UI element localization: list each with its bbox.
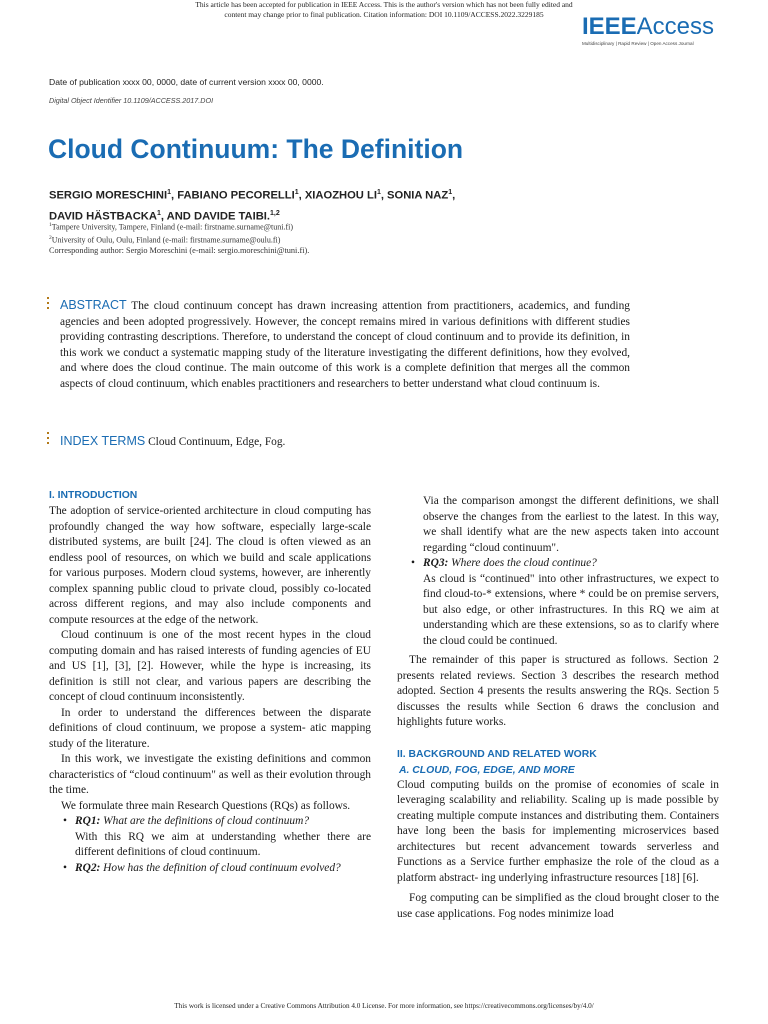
abstract-heading: ABSTRACT (60, 298, 127, 312)
author: , SONIA NAZ (380, 189, 449, 202)
index-terms (60, 434, 285, 450)
license-footer: This work is licensed under a Creative Commons Attribution 4.0 License. For more information, see https://creativecommons.org/licenses/by/4.0/ (174, 1002, 594, 1010)
logo-bold-text: IEEE (581, 13, 637, 40)
paragraph: In this work, we investigate the existing definitions and common characteristics of “cloud continuum" as well as their evolution through the time. (49, 753, 371, 796)
logo-tagline: Multidisciplinary | Rapid Review | Open Access Journal (581, 41, 694, 46)
rq-question: How has the definition of cloud continuum evolved? (100, 861, 341, 874)
research-question-1 (49, 814, 371, 830)
author-sup: 1 (376, 189, 381, 196)
paragraph: Cloud continuum is one of the most recent hypes in the cloud computing domain and has raised interests of funding agencies of EU and US [1], [3], [2]. However, while the hype is increasing, its definition is still not clear, and various papers are describing the concept of cloud continuum inconsistently. (49, 629, 371, 703)
author: , FABIANO PECORELLI (171, 189, 295, 202)
author-sup: 1 (294, 189, 299, 196)
rq-question: Where does the cloud continue? (448, 557, 597, 569)
author-separator: , (452, 189, 456, 202)
affiliation-text: Tampere University, Tampere, Finland (e-mail: firstname.surname@tuni.fi) (51, 222, 294, 232)
index-terms-text: Cloud Continuum, Edge, Fog. (148, 436, 286, 448)
author-sup: 1 (167, 189, 172, 196)
index-marker-icon (47, 432, 53, 447)
paragraph: Fog computing can be simplified as the cloud brought closer to the use case applications. Fog nodes minimize load (397, 892, 719, 920)
author-sup: 1 (156, 209, 161, 217)
affiliation-2 (49, 233, 293, 246)
abstract-marker-icon (47, 297, 53, 312)
paragraph: The remainder of this paper is structured as follows. Section 2 presents related reviews. Section 3 describes the research method adopted. Section 4 presents the results answering the RQs. Section 5 discusses the results while Section 6 draws the conclusion and highlights future works. (397, 654, 719, 728)
author: DAVID HÄSTBACKA (49, 210, 157, 223)
abstract-block (60, 298, 630, 393)
affiliation-text: University of Oulu, Oulu, Finland (e-mail: firstname.surname@oulu.fi) (51, 235, 281, 245)
affiliation-sup: 2 (49, 234, 52, 241)
author-sup: 1 (448, 189, 453, 196)
author: , AND DAVIDE TAIBI. (160, 210, 271, 223)
bullet-icon: • (411, 557, 415, 569)
paragraph: We formulate three main Research Questions (RQs) as follows. (61, 799, 351, 812)
author-sup: 1,2 (270, 209, 280, 217)
rq-description: As cloud is “continued" into other infrastructures, we expect to find cloud-to-* extensions, where * could be on premise servers, but also edge, or other infrastructures. In this RQ we aim at understanding which are these extensions, so as to clarify where the cloud could be continued. (423, 572, 719, 647)
affiliations (49, 220, 293, 245)
research-question-2 (49, 861, 371, 877)
abstract-text: The cloud continuum concept has drawn increasing attention from practitioners, academics, and funding agencies and been adopted progressively. However, the concept remains mired in various definitions with different studies providing contrasting descriptions. Therefore, to understand the concept of cloud continuum and to provide its definition, in this work we conduct a systematic mapping study of the literature investigating the different definitions, how they evolved, and where does the cloud continue. The main outcome of this work is a complete definition that merges all the common aspects of cloud continuum, which enables practitioners and researchers to better understand what cloud continuum is. (60, 300, 630, 390)
right-column (397, 494, 719, 922)
subsection-heading: A. CLOUD, FOG, EDGE, AND MORE (399, 764, 575, 776)
rq-label: RQ1: (75, 815, 101, 827)
publication-date: Date of publication xxxx 00, 0000, date of current version xxxx 00, 0000. (49, 77, 324, 87)
rq-description: Via the comparison amongst the different definitions, we shall observe the changes from the earliest to the latest. In this way, we shall identify what are the new aspects taken into account regarding “cloud continuum". (423, 495, 719, 554)
paragraph: The adoption of service-oriented architecture in cloud computing has profoundly changed the way how software, especially large-scale distributed systems, are built [24]. The cloud is often viewed as an endless pool of resources, on which we build and scale applications for various purposes. Modern cloud systems, however, are inherently complex spanning public cloud to private cloud, possibly co-located across different regions, and may also include components and compute resources at the edge of the network. (49, 505, 371, 626)
affiliation-1 (49, 220, 293, 233)
left-column (49, 488, 371, 876)
paragraph: Cloud computing builds on the promise of economies of scale in leveraging scalability and reliability. Scaling up is made possible by creating multiple compute instances and distributing them. Containers have long been the basis for implementing microservices based architectures but recent advancement towards serverless and Functions as a Service further emphasize the role of the cloud as a platform abstract- ing underlying infrastructure resources [18] [6]. (397, 778, 719, 884)
notice-line-1: This article has been accepted for publication in IEEE Access. This is the author's version which has not been fully edited and (195, 0, 573, 9)
affiliation-sup: 1 (49, 222, 52, 228)
rq-description: With this RQ we aim at understanding whether there are different definitions of cloud continuum. (75, 830, 371, 858)
notice-line-2: content may change prior to final publication. Citation information: DOI 10.1109/ACCESS.2022.3229185 (224, 10, 544, 19)
section-heading-introduction: I. INTRODUCTION (49, 490, 138, 501)
bullet-icon: • (63, 861, 67, 874)
index-terms-heading: INDEX TERMS (60, 434, 146, 448)
paper-title: Cloud Continuum: The Definition (48, 134, 464, 164)
research-question-3 (397, 556, 719, 572)
rq-label: RQ2: (75, 861, 101, 874)
section-heading-background: II. BACKGROUND AND RELATED WORK (397, 748, 597, 760)
author: SERGIO MORESCHINI (49, 189, 168, 202)
ieee-access-logo (582, 14, 714, 47)
rq-question: What are the definitions of cloud continuum? (100, 815, 310, 827)
logo-light-text: Access (636, 13, 714, 40)
doi-line: Digital Object Identifier 10.1109/ACCESS.2017.DOI (49, 96, 214, 105)
paragraph: In order to understand the differences between the disparate definitions of cloud continuum, we propose a system- atic mapping study of the literature. (49, 706, 371, 750)
bullet-icon: • (63, 815, 67, 827)
author: , XIAOZHOU LI (298, 189, 377, 202)
corresponding-author: Corresponding author: Sergio Moreschini (e-mail: sergio.moreschini@tuni.fi). (49, 246, 310, 255)
rq-label: RQ3: (423, 557, 449, 569)
